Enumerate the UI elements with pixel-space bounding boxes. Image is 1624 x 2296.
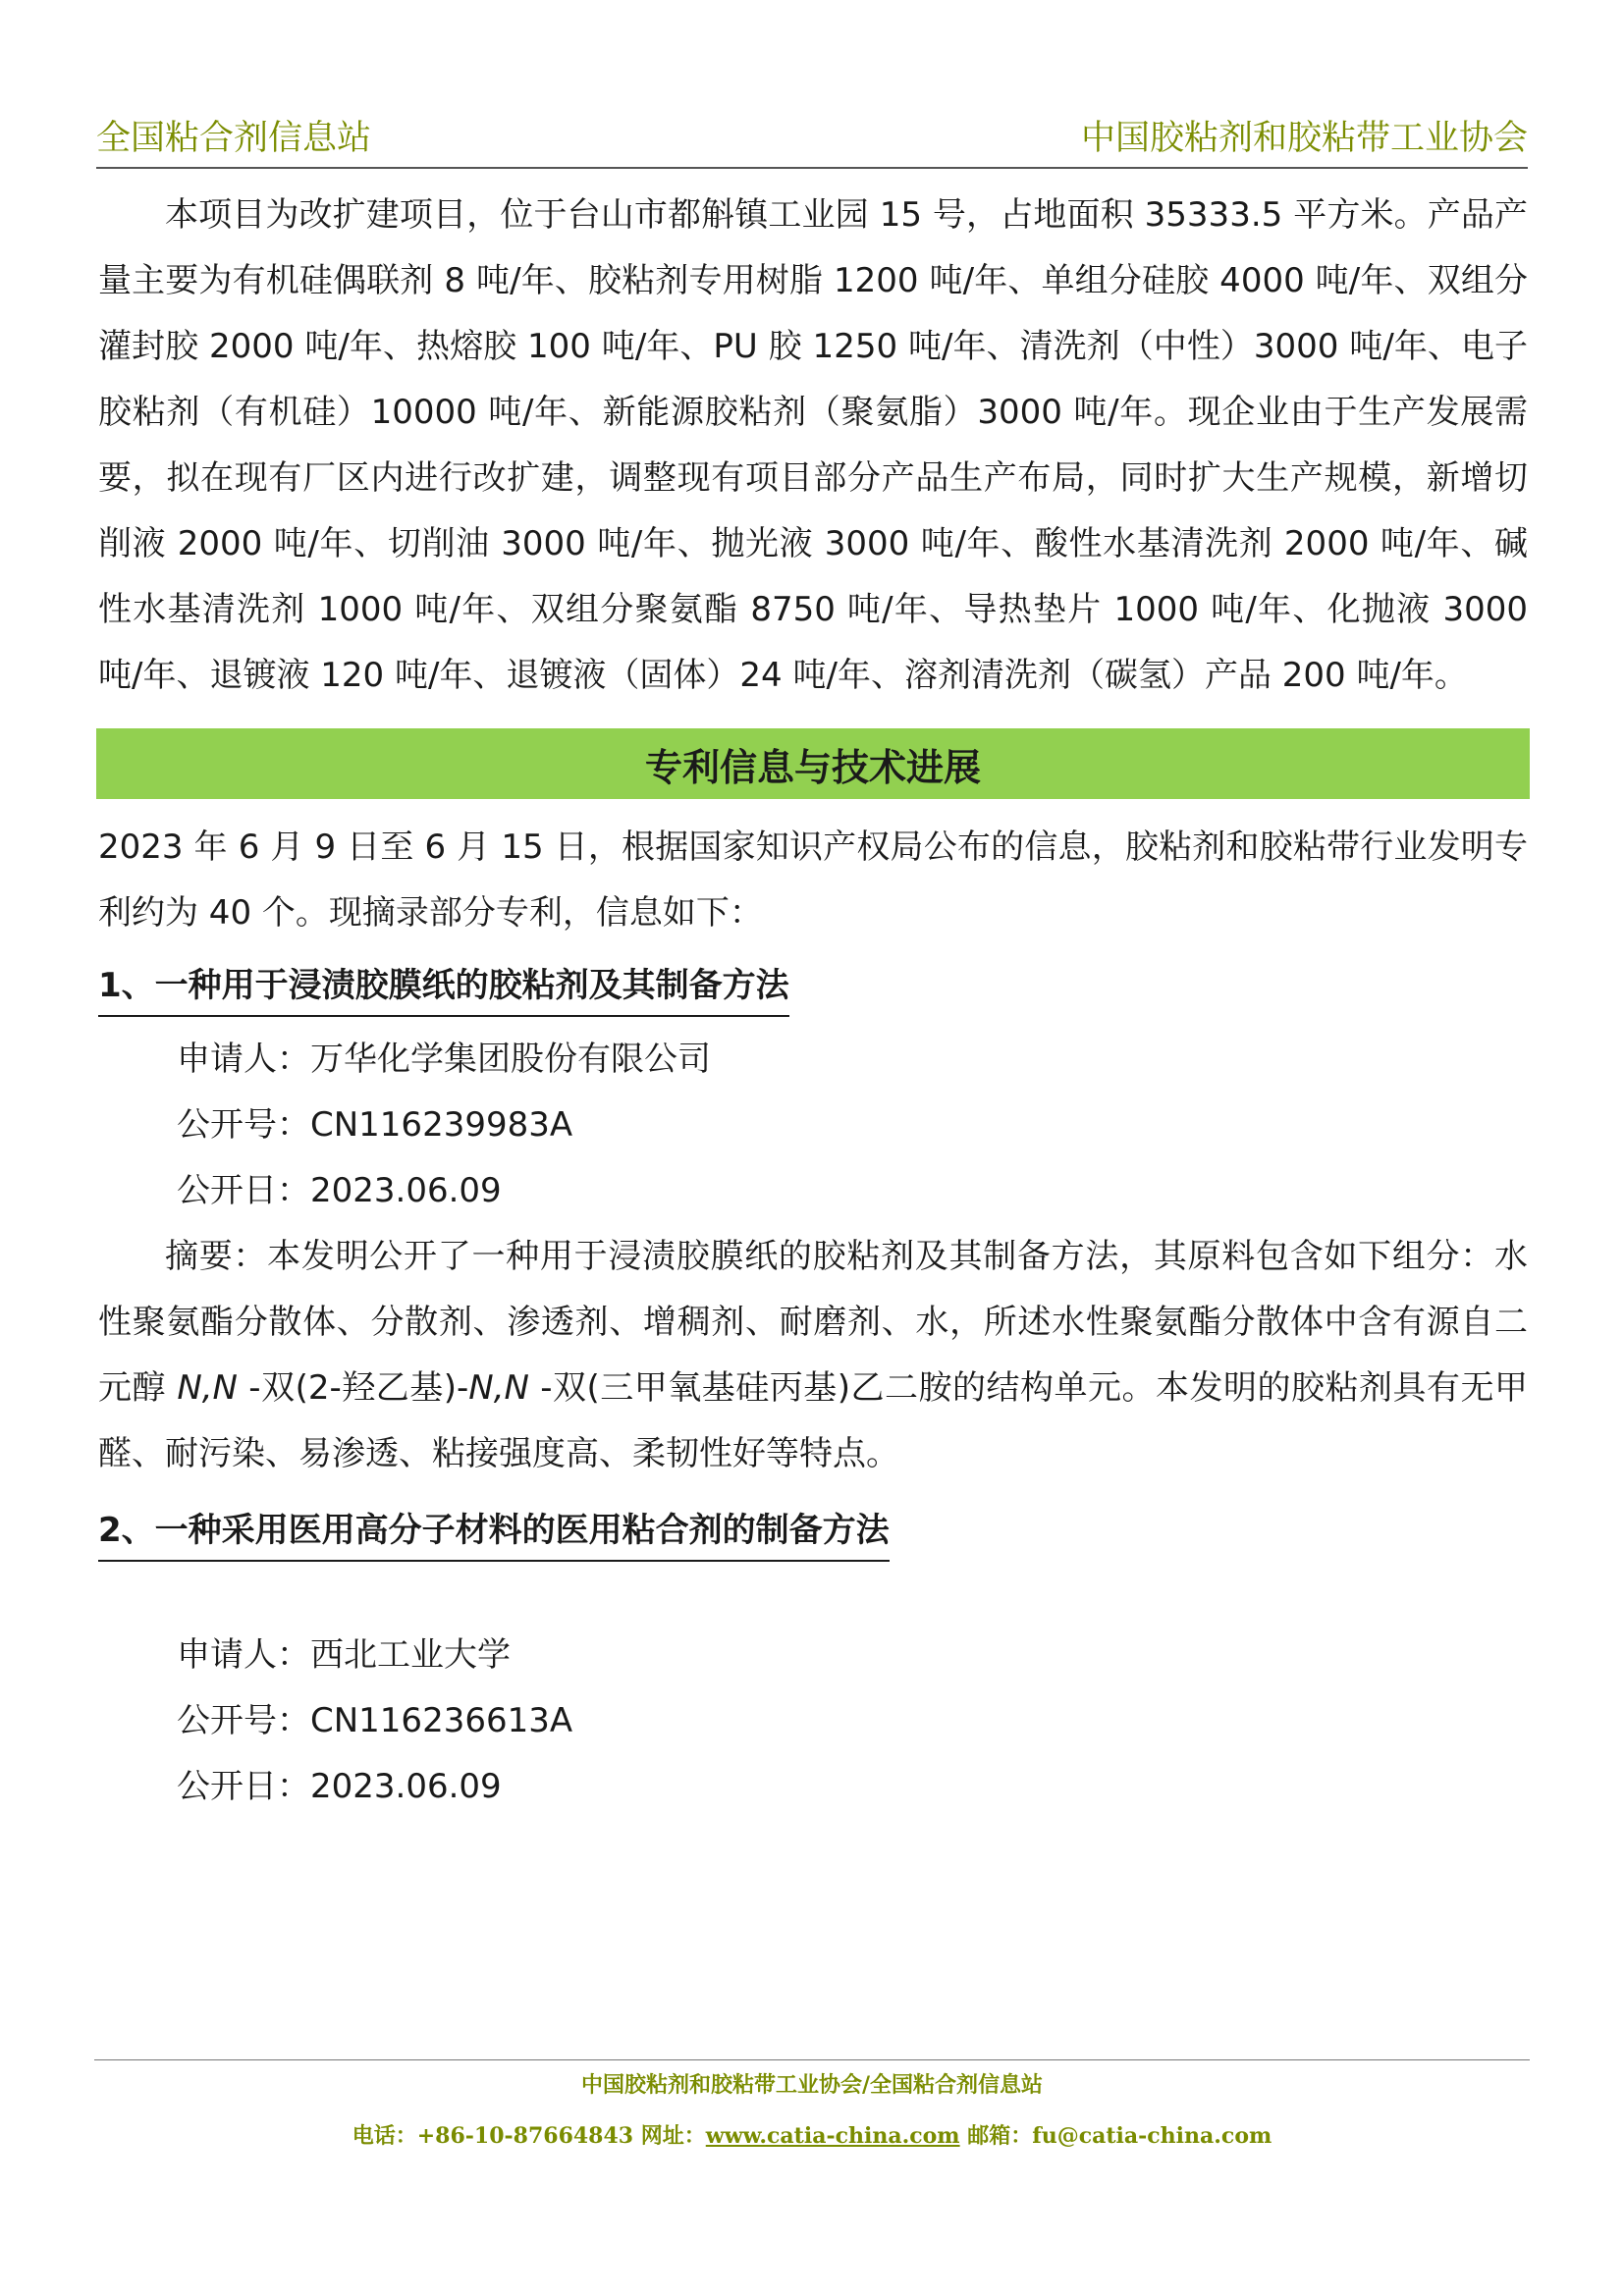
patent-1-abstract-part-b: -双(2-羟乙基)-	[238, 1368, 469, 1408]
section-lead-paragraph: 2023 年 6 月 9 日至 6 月 15 日，根据国家知识产权局公布的信息，胶粘剂和胶粘带行业发明专利约为 40 个。现摘录部分专利，信息如下：	[98, 828, 1528, 933]
patent-1-abstract-part-a: 摘要：本发明公开了一种用于浸渍胶膜纸的胶粘剂及其制备方法，其原料包含如下组分：水性聚氨酯分散体、分散剂、渗透剂、增稠剂、耐磨剂、水，所述水性聚氨酯分散体中含有源自二元醇	[98, 1237, 1528, 1408]
patent-1-abstract	[98, 1224, 1528, 1487]
patent-1-abstract-term-1: N,N	[177, 1368, 238, 1408]
header-site-name: 全国粘合剂信息站	[96, 119, 372, 158]
page-content	[98, 183, 1528, 1820]
intro-paragraph: 本项目为改扩建项目，位于台山市都斛镇工业园 15 号，占地面积 35333.5 平方米。产品产量主要为有机硅偶联剂 8 吨/年、胶粘剂专用树脂 1200 吨/年、单组分硅胶 4000 吨/年、双组分灌封胶 2000 吨/年、热熔胶 100 吨/年、PU 胶 1250 吨/年、清洗剂（中性）3000 吨/年、电子胶粘剂（有机硅）10000 吨/年、新能源胶粘剂（聚氨脂）3000 吨/年。现企业由于生产发展需要，拟在现有厂区内进行改扩建，调整现有项目部分产品生产布局，同时扩大生产规模，新增切削液 2000 吨/年、切削油 3000 吨/年、抛光液 3000 吨/年、酸性水基清洗剂 2000 吨/年、碱性水基清洗剂 1000 吨/年、双组分聚氨酯 8750 吨/年、导热垫片 1000 吨/年、化抛液 3000 吨/年、退镀液 120 吨/年、退镀液（固体）24 吨/年、溶剂清洗剂（碳氢）产品 200 吨/年。	[98, 195, 1528, 695]
patent-2-title: 2、一种采用医用高分子材料的医用粘合剂的制备方法	[98, 1501, 890, 1562]
footer-organization: 中国胶粘剂和胶粘带工业协会/全国粘合剂信息站	[580, 2072, 1044, 2098]
section-banner	[96, 728, 1530, 799]
footer-phone: 电话：+86-10-87664843 网址：	[352, 2123, 706, 2149]
patent-1-publication-date: 公开日：2023.06.09	[177, 1171, 502, 1210]
footer-contact	[0, 2118, 1624, 2154]
patent-2-applicant: 申请人：西北工业大学	[177, 1635, 511, 1675]
footer-divider	[94, 2059, 1530, 2060]
patent-1-title: 1、一种用于浸渍胶膜纸的胶粘剂及其制备方法	[98, 956, 789, 1017]
patent-2-publication-number: 公开号：CN116236613A	[177, 1701, 573, 1740]
footer-email: 邮箱：fu@catia-china.com	[959, 2123, 1272, 2149]
patent-1-heading	[98, 956, 1528, 1021]
patent-2-spacer	[98, 1572, 1528, 1623]
patent-2-publication-date: 公开日：2023.06.09	[177, 1767, 502, 1806]
patent-1-abstract-term-2: N,N	[468, 1368, 529, 1408]
patent-1-publication-number: 公开号：CN116239983A	[177, 1105, 573, 1145]
header-association-name: 中国胶粘剂和胶粘带工业协会	[1080, 119, 1528, 158]
patent-1-abstract-part-c: -双(三甲氧基硅丙基)乙二胺的结构单元。本发明的胶粘剂具有无甲醛、耐污染、易渗透、粘接强度高、柔韧性好等特点。	[98, 1368, 1528, 1473]
section-title: 专利信息与技术进展	[644, 745, 981, 789]
patent-2-heading	[98, 1501, 1528, 1566]
patent-1-applicant: 申请人：万华化学集团股份有限公司	[177, 1040, 711, 1079]
page-header	[96, 110, 1528, 169]
footer-website-link[interactable]: www.catia-china.com	[705, 2123, 960, 2149]
